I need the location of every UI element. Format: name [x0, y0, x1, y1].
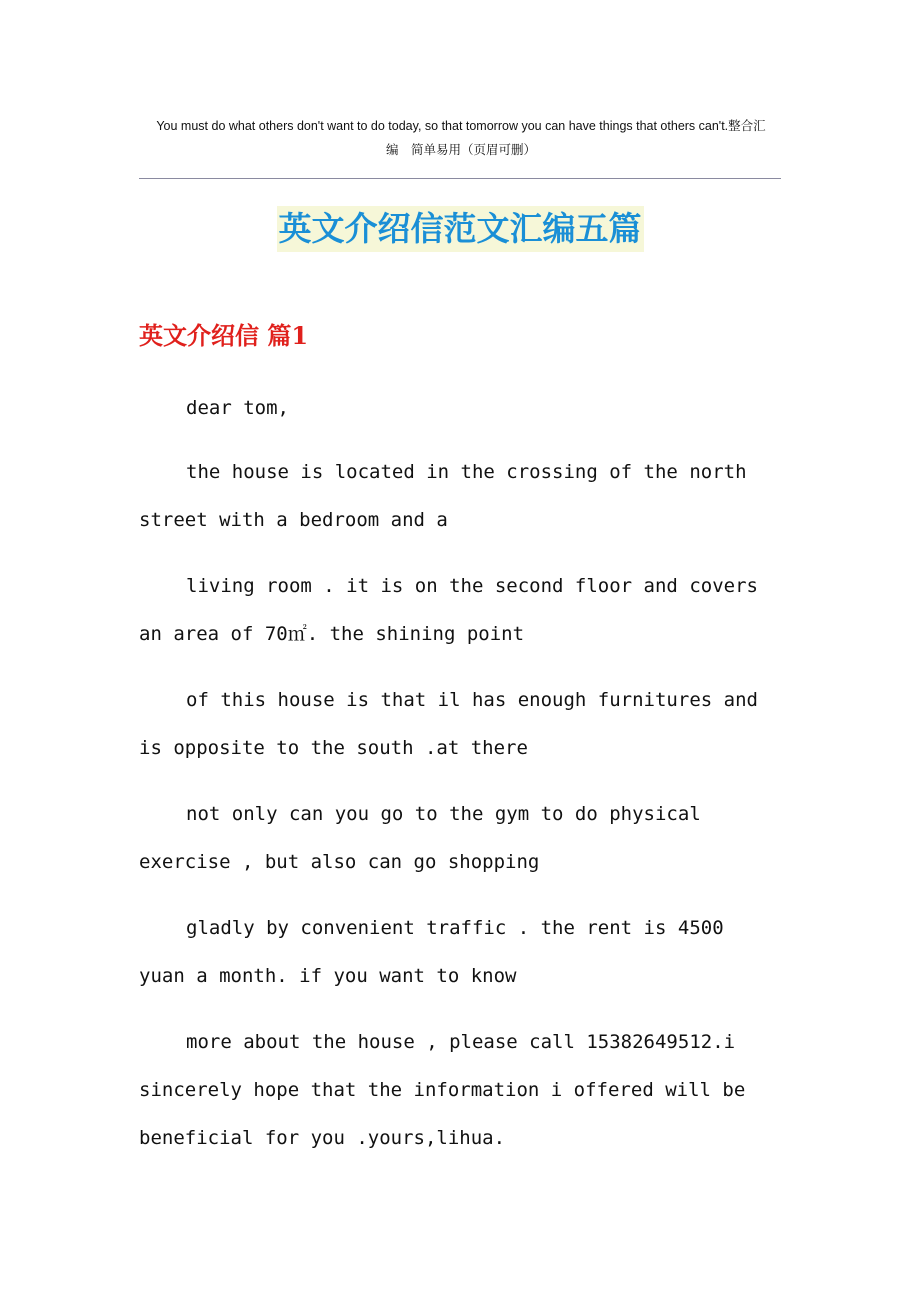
letter-greeting: [139, 384, 779, 432]
document-title-wrap: [0, 206, 920, 252]
header-divider: [139, 178, 781, 179]
letter-paragraph-6: [139, 1018, 779, 1162]
letter-paragraph-2: [139, 562, 779, 658]
paragraph-text: gladly by convenient traffic . the rent is 4500 yuan a month. if you want to know: [139, 917, 724, 987]
paragraph-text: of this house is that il has enough furnitures and is opposite to the south .at there: [139, 689, 758, 759]
paragraph-text: not only can you go to the gym to do physical exercise , but also can go shopping: [139, 803, 701, 873]
header-line-1: You must do what others don't want to do today, so that tomorrow you can have things that others can't.整合汇: [156, 119, 766, 133]
letter-paragraph-1: [139, 448, 779, 544]
section-heading: 英文介绍信 篇1: [139, 321, 309, 350]
greeting-text: dear tom,: [186, 397, 289, 419]
page-header: [136, 114, 786, 162]
letter-paragraph-4: [139, 790, 779, 886]
document-title: 英文介绍信范文汇编五篇: [277, 206, 644, 252]
letter-paragraph-5: [139, 904, 779, 1000]
paragraph-text: the house is located in the crossing of the north street with a bedroom and a: [139, 461, 747, 531]
letter-paragraph-3: [139, 676, 779, 772]
paragraph-text: living room . it is on the second floor and covers an area of 70㎡. the shining point: [139, 575, 758, 645]
header-line-2: 编 简单易用（页眉可删）: [385, 143, 536, 157]
paragraph-text: more about the house , please call 15382649512.i sincerely hope that the information i offered will be beneficial for you .yours,lihua.: [139, 1031, 746, 1149]
